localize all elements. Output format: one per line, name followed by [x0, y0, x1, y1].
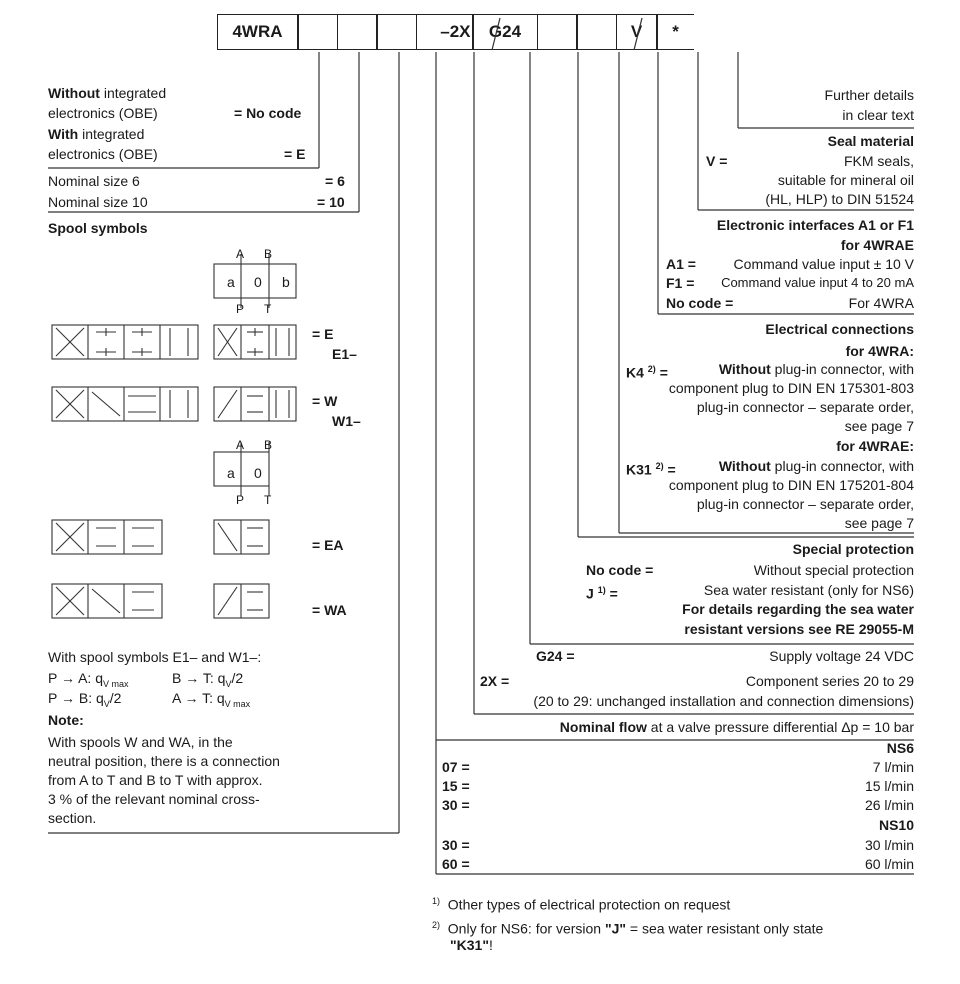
without-obe-code: = No code [234, 105, 302, 121]
port-b-label: B [264, 247, 273, 261]
with-obe-code: = E [284, 146, 306, 162]
flow-code: 60 = [442, 856, 470, 872]
g24-code: G24 = [536, 648, 575, 664]
code-cell-seal: V [616, 14, 658, 50]
note-line: neutral position, there is a connection [48, 753, 280, 769]
ec-k4-line4: see page 7 [844, 418, 914, 434]
ei-nocode: No code = [666, 295, 734, 311]
footnote-2: $^{2)}$ Only for NS6: for version "J" = sea water resistant only state [432, 920, 824, 937]
g24-text: Supply voltage 24 VDC [769, 648, 914, 664]
note-line: section. [48, 810, 97, 826]
ec-k31-line1: Without plug-in connector, with [718, 458, 914, 474]
further-details-2: in clear text [842, 107, 914, 123]
ec-for-4wrae: for 4WRAE: [836, 438, 914, 454]
footnote-1: $^{1)}$ Other types of electrical protection on request [432, 896, 731, 913]
ns10-code: = 10 [317, 194, 345, 210]
without-obe-line1: Without integrated [48, 85, 167, 101]
port-p-label: P [236, 302, 245, 316]
pos-b-label: b [282, 274, 290, 290]
spool-ea-code: = EA [312, 537, 344, 553]
sp-j-code: J $^{1)}$ = [586, 585, 618, 602]
spool-symbols-title: Spool symbols [48, 220, 148, 236]
electronic-interfaces-title: Electronic interfaces A1 or F1 [716, 217, 914, 233]
port-a-label: A [236, 247, 245, 261]
code-cell-4wra: 4WRA [217, 14, 299, 50]
pos-0-label: 0 [254, 274, 262, 290]
pos-a-label: a [227, 274, 235, 290]
ns6-heading: NS6 [886, 740, 914, 756]
flow-code: 07 = [442, 759, 470, 775]
ec-k31-line2: component plug to DIN EN 175201-804 [668, 477, 914, 493]
with-obe-line1: With integrated [48, 126, 145, 142]
spool-w1-code: W1– [332, 413, 361, 429]
seal-v-code: V = [706, 153, 728, 169]
pos-a-label-2: a [227, 465, 235, 481]
ei-f1-code: F1 = [666, 275, 695, 291]
ei-f1-text: Command value input 4 to 20 mA [721, 275, 914, 290]
spool-e1-code: E1– [332, 346, 357, 362]
ec-k31-code: K31 $^{2)}$ = [626, 461, 676, 478]
ei-nocode-text: For 4WRA [848, 295, 914, 311]
2x-code: 2X = [480, 673, 510, 689]
ec-k4-line2: component plug to DIN EN 175301-803 [668, 380, 914, 396]
ec-k31-line4: see page 7 [844, 515, 914, 531]
flow-value: 15 l/min [864, 778, 914, 794]
special-protection-title: Special protection [792, 541, 914, 557]
flow-value: 60 l/min [864, 856, 914, 872]
port-a-label-2: A [236, 438, 245, 452]
ns6-code: = 6 [325, 173, 345, 189]
flow-value: 7 l/min [872, 759, 914, 775]
electrical-connections-title: Electrical connections [765, 321, 914, 337]
further-details-1: Further details [824, 87, 914, 103]
ec-k4-line1: Without plug-in connector, with [718, 361, 914, 377]
seal-line: (HL, HLP) to DIN 51524 [765, 191, 914, 207]
2x-text2: (20 to 29: unchanged installation and connection dimensions) [533, 693, 914, 709]
without-obe-line2: electronics (OBE) [48, 105, 158, 121]
sp-j-text: Sea water resistant (only for NS6) [703, 582, 914, 598]
seal-material-title: Seal material [827, 133, 914, 149]
sp-details-1: For details regarding the sea water [682, 601, 914, 617]
port-t-label: T [264, 302, 272, 316]
ec-k4-line3: plug-in connector – separate order, [696, 399, 914, 415]
spool-symbol-diagrams [40, 240, 360, 640]
seal-line: FKM seals, [843, 153, 914, 169]
flow-bt: B → T: $q_V/2$ [172, 670, 244, 689]
ns10-label: Nominal size 10 [48, 194, 148, 210]
flow-code: 30 = [442, 837, 470, 853]
port-b-label-2: B [264, 438, 273, 452]
ns6-label: Nominal size 6 [48, 173, 140, 189]
flow-pa: P → A: $q_{V max}$ [48, 670, 129, 689]
ec-for-4wra: for 4WRA: [845, 343, 914, 359]
sp-nocode: No code = [586, 562, 654, 578]
pos-0-label-2: 0 [254, 465, 262, 481]
flow-code: 15 = [442, 778, 470, 794]
note-line: With spools W and WA, in the [48, 734, 233, 750]
spool-wa-code: = WA [312, 602, 347, 618]
note-title: Note: [48, 712, 84, 728]
spool-e-code: = E [312, 326, 334, 342]
ec-k4-code: K4 $^{2)}$ = [626, 364, 668, 381]
port-t-label-2: T [264, 493, 272, 507]
ns10-heading: NS10 [878, 817, 914, 833]
with-obe-line2: electronics (OBE) [48, 146, 158, 162]
2x-text: Component series 20 to 29 [745, 673, 914, 689]
flow-value: 26 l/min [864, 797, 914, 813]
code-cell-voltage: G24 [472, 14, 538, 50]
footnote-2-cont: "K31"! [450, 937, 493, 953]
ei-a1-text: Command value input ± 10 V [733, 256, 914, 272]
code-cell-series: –2X [416, 14, 474, 50]
sp-details-2: resistant versions see RE 29055-M [684, 621, 914, 637]
port-p-label-2: P [236, 493, 245, 507]
ei-a1-code: A1 = [666, 256, 696, 272]
note-line: 3 % of the relevant nominal cross- [48, 791, 260, 807]
ec-k31-line3: plug-in connector – separate order, [696, 496, 914, 512]
flow-code: 30 = [442, 797, 470, 813]
electronic-interfaces-subtitle: for 4WRAE [840, 237, 914, 253]
flow-value: 30 l/min [864, 837, 914, 853]
seal-line: suitable for mineral oil [777, 172, 914, 188]
sp-nocode-text: Without special protection [753, 562, 914, 578]
spool-w-code: = W [312, 393, 338, 409]
code-cell-further: * [656, 14, 694, 50]
nominal-flow-title: Nominal flow at a valve pressure differential Δp = 10 bar [559, 719, 914, 735]
flow-at: A → T: $q_{V max}$ [172, 690, 251, 709]
with-spool-symbols: With spool symbols E1– and W1–: [48, 649, 262, 665]
note-line: from A to T and B to T with approx. [48, 772, 263, 788]
flow-pb: P → B: $q_V/2$ [48, 690, 122, 709]
